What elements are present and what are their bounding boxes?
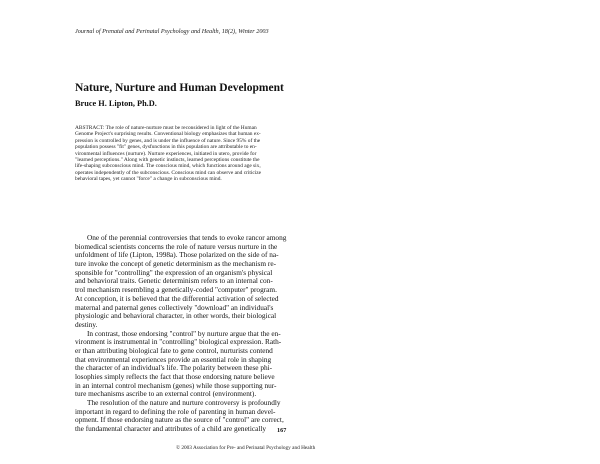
running-head: Journal of Prenatal and Perinatal Psychology and Health, 18(2), Winter 2003 bbox=[75, 28, 269, 35]
abstract-line: ABSTRACT: The role of nature-nurture must be reconsidered in light of the Human bbox=[75, 125, 257, 131]
body-line: At conception, it is believed that the differential activation of selected bbox=[75, 293, 279, 303]
body-line: One of the perennial controversies that tends to evoke rancor among bbox=[87, 233, 287, 242]
abstract-line: pression is controlled by genes, and is under the influence of nature. Since 95% of the bbox=[75, 137, 261, 144]
abstract-line: operates independently of the subconscious. Conscious mind can observe and criticize bbox=[75, 169, 262, 176]
body-line: destiny. bbox=[75, 319, 98, 329]
abstract-line: "learned perceptions." Along with genetic instincts, learned perceptions constitute the bbox=[75, 156, 260, 163]
body-line: that environmental experiences provide an essential role in shaping bbox=[75, 354, 272, 364]
body-line: unfoldment of life (Lipton, 1998a). Those polarized on the side of na- bbox=[75, 250, 279, 260]
body-line: and behavioral traits. Genetic determinism refers to an internal con- bbox=[75, 276, 273, 286]
abstract-line: Genome Project's surprising results. Conventional biology emphasizes that human ex- bbox=[75, 131, 261, 138]
abstract-block bbox=[75, 125, 535, 183]
body-line: sponsible for "controlling" the expression of an organism's physical bbox=[75, 267, 273, 277]
body-line: opment. If those endorsing nature as the source of "control" are correct, bbox=[75, 415, 284, 425]
body-line: ture mechanisms ascribe to an external control (environment). bbox=[75, 389, 257, 399]
body-line: the fundamental character and attributes of a child are genetically bbox=[75, 424, 267, 434]
body-line: the character of an individual's life. The polarity between these phi- bbox=[75, 363, 273, 373]
article-title: Nature, Nurture and Human Development bbox=[75, 82, 284, 94]
abstract-line: behavioral tapes, yet cannot "force" a change in subconscious mind. bbox=[75, 176, 222, 183]
abstract-line: vironmental influences (nurture). Nurture experiences, initiated in utero, provide for bbox=[75, 150, 257, 157]
abstract-line: population possess "fit" genes, dysfunctions in this population are attributable to en- bbox=[75, 144, 257, 151]
body-line: ture invoke the concept of genetic determinism as the mechanism re- bbox=[75, 259, 276, 269]
body-line: In contrast, those endorsing "control" by nurture argue that the en- bbox=[87, 328, 281, 338]
body-line: losophies simply reflects the fact that those endorsing nature believe bbox=[75, 372, 275, 381]
author-name: Bruce H. Lipton, Ph.D. bbox=[75, 99, 157, 108]
body-line: in an internal control mechanism (genes) while those supporting nur- bbox=[75, 380, 277, 390]
page-number: 167 bbox=[277, 427, 287, 434]
body-line: biomedical scientists concerns the role of nature versus nurture in the bbox=[75, 241, 278, 251]
body-line: The resolution of the nature and nurture controversy is profoundly bbox=[87, 398, 281, 408]
body-text bbox=[75, 234, 465, 434]
body-line: maternal and paternal genes collectively "download" an individual's bbox=[75, 302, 274, 312]
body-line: er than attributing biological fate to gene control, nurturists contend bbox=[75, 345, 273, 355]
body-line: important in regard to defining the role of parenting in human devel- bbox=[75, 406, 276, 416]
body-line: trol mechanism resembling a genetically-coded "computer" program. bbox=[75, 285, 277, 295]
abstract-line: life-shaping subconscious mind. The conscious mind, which functions around age six, bbox=[75, 163, 261, 170]
body-line: vironment is instrumental in "controlling" biological expression. Rath- bbox=[75, 337, 282, 347]
copyright-footer: © 2003 Association for Pre- and Perinatal Psychology and Health bbox=[176, 445, 316, 451]
body-line: physiologic and behavioral character, in other words, their biological bbox=[75, 311, 277, 321]
